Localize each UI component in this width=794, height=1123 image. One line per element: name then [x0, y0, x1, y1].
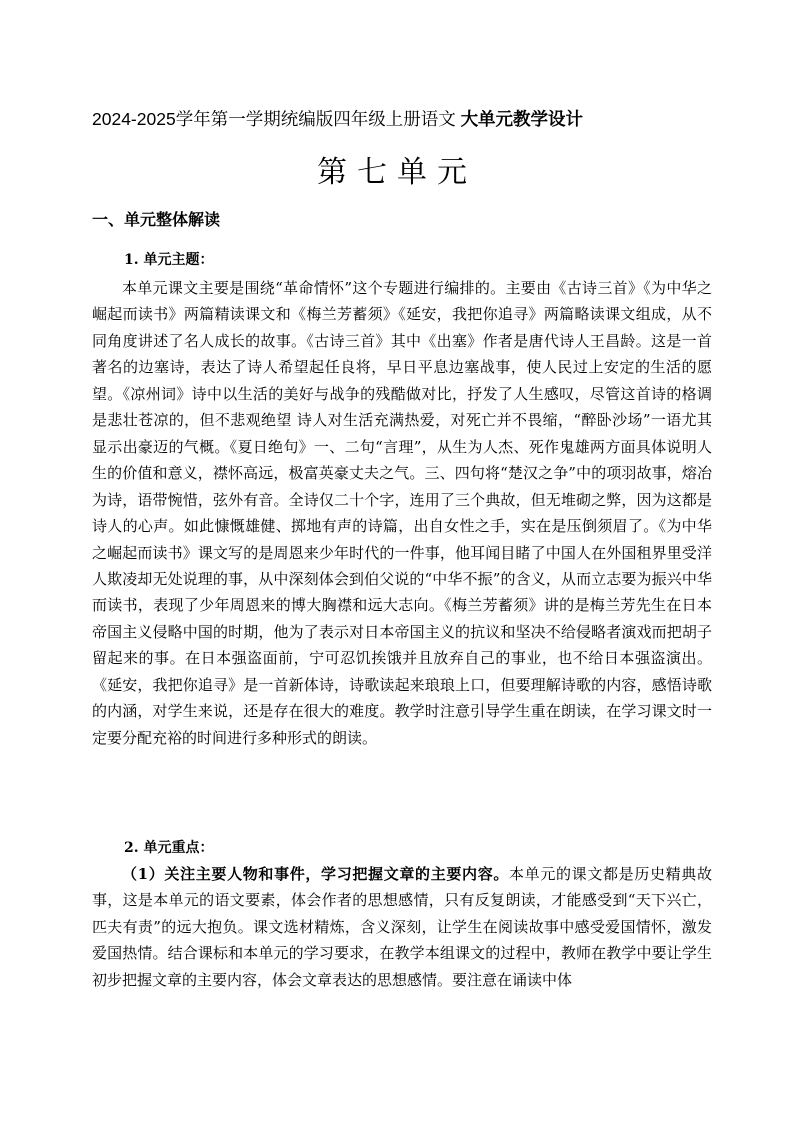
document-header [92, 106, 732, 132]
focus-paragraph [92, 861, 712, 993]
focus-lead: （1）关注主要人物和事件，学习把握文章的主要内容。 [122, 865, 510, 883]
header-bold-text: 大单元教学设计 [460, 109, 584, 129]
theme-paragraph: 本单元课文主要是围绕“革命情怀”这个专题进行编排的。主要由《古诗三首》《为中华之崛起而读书》两篇精读课文和《梅兰芳蓄须》《延安，我把你追寻》两篇略读课文组成，从不同角度讲述了名人成长的故事。《古诗三首》其中《出塞》作者是唐代诗人王昌龄。这是一首著名的边塞诗，表达了诗人希望起任良将，早日平息边塞战事，使人民过上安定的生活的愿望。《凉州词》诗中以生活的美好与战争的残酷做对比，抒发了人生感叹，尽管这首诗的格调是悲壮苍凉的，但不悲观绝望 诗人对生活充满热爱，对死亡并不畏缩，“醉卧沙场”一语尤其显示出豪迈的气概。《夏日绝句》一、二句“言理”，从生为人杰、死作鬼雄两方面具体说明人生的价值和意义，襟怀高远，极富英豪丈夫之气。三、四句将“楚汉之争”中的项羽故事，熔冶为诗，语带惋惜，弦外有音。全诗仅二十个字，连用了三个典故，但无堆砌之弊，因为这都是诗人的心声。如此慷慨雄健、掷地有声的诗篇，出自女性之手，实在是压倒须眉了。《为中华之崛起而读书》课文写的是周恩来少年时代的一件事，他耳闻目睹了中国人在外国租界里受洋人欺凌却无处说理的事，从中深刻体会到伯父说的“中华不振”的含义，从而立志要为振兴中华而读书，表现了少年周恩来的博大胸襟和远大志向。《梅兰芳蓄须》讲的是梅兰芳先生在日本帝国主义侵略中国的时期，他为了表示对日本帝国主义的抗议和坚决不给侵略者演戏而把胡子留起来的事。在日本强盗面前，宁可忍饥挨饿并且放弃自己的事业，也不给日本强盗演出。《延安，我把你追寻》是一首新体诗，诗歌读起来琅琅上口，但要理解诗歌的内容，感悟诗歌的内涵，对学生来说，还是存在很大的难度。教学时注意引导学生重在朗读，在学习课文时一定要分配充裕的时间进行多种形式的朗读。 [92, 279, 712, 747]
section-heading: 一、单元整体解读 [92, 212, 221, 229]
subsection-heading-focus: 2. 单元重点： [124, 840, 214, 856]
header-text: 2024-2025学年第一学期统编版四年级上册语文 [92, 109, 461, 129]
focus-body: 本单元的课文都是历史精典故事，这是本单元的语文要素，体会作者的思想感情，只有反复朗读，才能感受到“天下兴亡，匹夫有责”的远大抱负。课文选材精炼，含义深刻，让学生在阅读故事中感受爱国情怀，激发爱国热情。结合课标和本单元的学习要求，在教学本组课文的过程中，教师在教学中要让学生初步把握文章的主要内容，体会文章表达的思想感情。要注意在诵读中体 [92, 865, 712, 989]
subsection-heading-theme: 1. 单元主题： [124, 252, 214, 268]
unit-title: 第七单元 [317, 156, 477, 189]
